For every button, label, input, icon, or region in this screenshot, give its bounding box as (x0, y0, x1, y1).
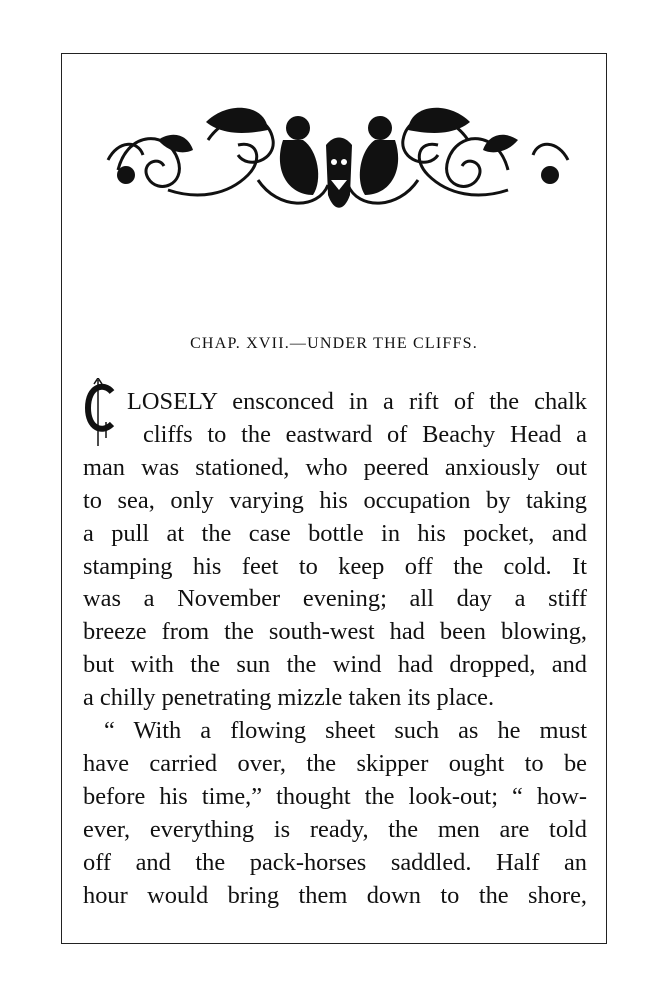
text-line: hour would bring them down to the shore, (83, 881, 587, 909)
text-line: cliffs to the eastward of Beachy Head a (143, 420, 587, 448)
text-line: a pull at the case bottle in his pocket, and (83, 519, 587, 547)
text-line: to sea, only varying his occupation by taking (83, 486, 587, 514)
text-line: stamping his feet to keep off the cold. It (83, 552, 587, 580)
text-line: but with the sun the wind had dropped, and (83, 651, 587, 679)
text-line: off and the pack-horses saddled. Half an (83, 848, 587, 876)
chapter-heading: CHAP. XVII.—UNDER THE CLIFFS. (190, 335, 478, 352)
text-line: breeze from the south-west had been blowing, (83, 618, 587, 646)
text-line: ever, everything is ready, the men are told (83, 815, 587, 843)
ornament-headpiece-icon (98, 100, 578, 218)
text-line: before his time,” thought the look-out; “ how- (83, 782, 587, 810)
text-line: was a November evening; all day a stiff (83, 585, 587, 613)
body-text (83, 386, 587, 913)
text-line: LOSELY ensconced in a rift of the chalk (127, 388, 587, 415)
text-line: a chilly penetrating mizzle taken its place. (83, 684, 495, 712)
text-line: have carried over, the skipper ought to be (83, 749, 587, 777)
text-line: man was stationed, who peered anxiously out (83, 453, 587, 481)
text-line: “ With a flowing sheet such as he must (104, 717, 587, 745)
